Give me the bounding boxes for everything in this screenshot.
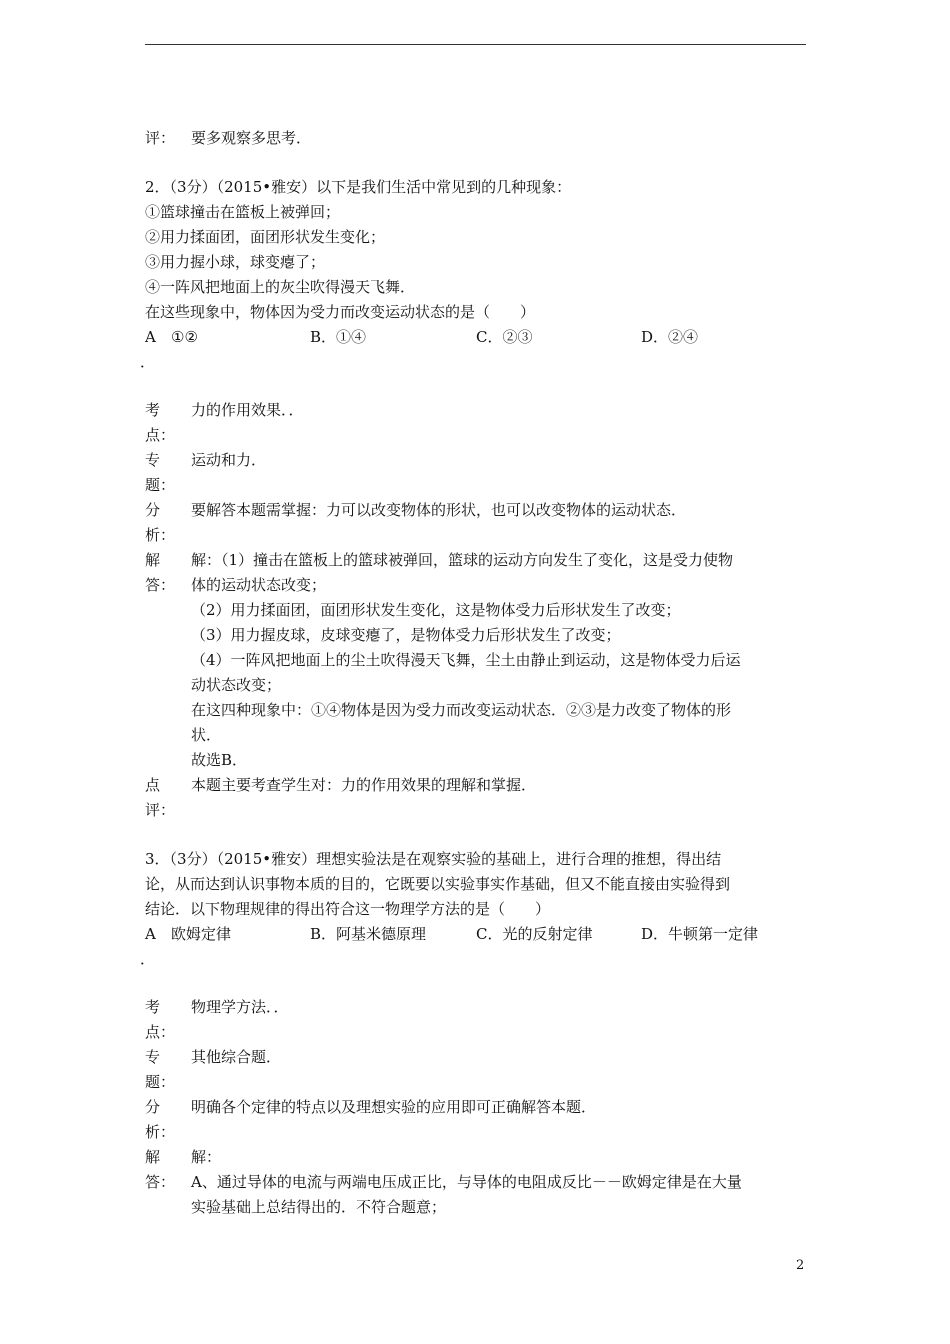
q2-jieda-line-4: （3）用力握皮球，皮球变瘪了，是物体受力后形状发生了改变； xyxy=(191,626,621,644)
q1-dianping-label: 评： xyxy=(145,129,176,147)
q2-item-2: ②用力揉面团，面团形状发生变化； xyxy=(145,228,386,246)
q2-kaodian-text: 力的作用效果．． xyxy=(191,401,304,419)
q2-jieda-line-8: 状． xyxy=(191,726,222,744)
q3-zhuanti-label-1: 专 xyxy=(145,1048,161,1066)
page-number: 2 xyxy=(796,1258,805,1273)
q3-option-d: D．牛顿第一定律 xyxy=(641,925,759,943)
q2-kaodian-label-2: 点： xyxy=(145,426,176,444)
q2-zhuanti-label-2: 题： xyxy=(145,476,176,494)
q2-option-a-dot: ． xyxy=(140,353,156,371)
q3-option-b: B．阿基米德原理 xyxy=(310,925,427,943)
q3-fenxi-label-1: 分 xyxy=(145,1098,161,1116)
q3-stem-line-3: 结论．以下物理规律的得出符合这一物理学方法的是（ ） xyxy=(145,900,551,918)
q2-kaodian-label-1: 考 xyxy=(145,401,161,419)
q2-option-c: C．②③ xyxy=(476,328,533,346)
q2-item-3: ③用力握小球，球变瘪了； xyxy=(145,253,326,271)
q2-jieda-line-1: 解：（1）撞击在篮板上的篮球被弹回，篮球的运动方向发生了变化，这是受力使物 xyxy=(191,551,734,569)
q2-dianping-text: 本题主要考查学生对：力的作用效果的理解和掌握． xyxy=(191,776,537,794)
q3-fenxi-label-2: 析： xyxy=(145,1123,176,1141)
q3-kaodian-label-1: 考 xyxy=(145,998,161,1016)
q2-jieda-line-5: （4）一阵风把地面上的尘土吹得漫天飞舞，尘土由静止到运动，这是物体受力后运 xyxy=(191,651,741,669)
q2-stem: 2．（3分）（2015•雅安）以下是我们生活中常见到的几种现象： xyxy=(145,178,572,196)
q3-option-a-dot: ． xyxy=(140,950,156,968)
q3-zhuanti-text: 其他综合题． xyxy=(191,1048,282,1066)
q3-option-a-letter: A xyxy=(145,925,156,943)
q3-fenxi-text: 明确各个定律的特点以及理想实验的应用即可正确解答本题． xyxy=(191,1098,597,1116)
q3-zhuanti-label-2: 题： xyxy=(145,1073,176,1091)
q3-kaodian-label-2: 点： xyxy=(145,1023,176,1041)
q2-fenxi-label-1: 分 xyxy=(145,501,161,519)
q2-option-d: D．②④ xyxy=(641,328,699,346)
q2-option-a-letter: A xyxy=(145,328,156,346)
q2-jieda-line-6: 动状态改变； xyxy=(191,676,282,694)
q2-option-a-text: ①② xyxy=(171,328,198,346)
q2-dianping-label-2: 评： xyxy=(145,801,176,819)
q2-fenxi-text: 要解答本题需掌握：力可以改变物体的形状，也可以改变物体的运动状态． xyxy=(191,501,687,519)
q3-jieda-line-1: 解： xyxy=(191,1148,222,1166)
q2-jieda-line-7: 在这四种现象中：①④物体是因为受力而改变运动状态．②③是力改变了物体的形 xyxy=(191,701,732,719)
q2-zhuanti-label-1: 专 xyxy=(145,451,161,469)
q3-jieda-label-1: 解 xyxy=(145,1148,161,1166)
q3-option-c: C．光的反射定律 xyxy=(476,925,593,943)
q2-jieda-label-1: 解 xyxy=(145,551,161,569)
q2-jieda-line-9: 故选B． xyxy=(191,751,248,769)
header-rule xyxy=(145,44,806,45)
q2-question: 在这些现象中，物体因为受力而改变运动状态的是（ ） xyxy=(145,303,536,321)
q3-kaodian-text: 物理学方法．． xyxy=(191,998,289,1016)
q2-option-b: B．①④ xyxy=(310,328,367,346)
q3-stem-line-1: 3．（3分）（2015•雅安）理想实验法是在观察实验的基础上，进行合理的推想，得出结 xyxy=(145,850,722,868)
q3-stem-line-2: 论，从而达到认识事物本质的目的，它既要以实验事实作基础，但又不能直接由实验得到 xyxy=(145,875,731,893)
q3-jieda-label-2: 答： xyxy=(145,1173,176,1191)
q2-zhuanti-text: 运动和力． xyxy=(191,451,267,469)
q3-jieda-line-2: A、通过导体的电流与两端电压成正比，与导体的电阻成反比－－欧姆定律是在大量 xyxy=(191,1173,742,1191)
q3-option-a-text: 欧姆定律 xyxy=(171,925,232,943)
q2-item-4: ④一阵风把地面上的灰尘吹得漫天飞舞． xyxy=(145,278,416,296)
q2-item-1: ①篮球撞击在篮板上被弹回； xyxy=(145,203,341,221)
q2-jieda-line-3: （2）用力揉面团，面团形状发生变化，这是物体受力后形状发生了改变； xyxy=(191,601,681,619)
q2-fenxi-label-2: 析： xyxy=(145,526,176,544)
q2-dianping-label-1: 点 xyxy=(145,776,161,794)
q2-jieda-line-2: 体的运动状态改变； xyxy=(191,576,327,594)
q1-dianping-text: 要多观察多思考． xyxy=(191,129,312,147)
q2-jieda-label-2: 答： xyxy=(145,576,176,594)
q3-jieda-line-3: 实验基础上总结得出的．不符合题意； xyxy=(191,1198,447,1216)
